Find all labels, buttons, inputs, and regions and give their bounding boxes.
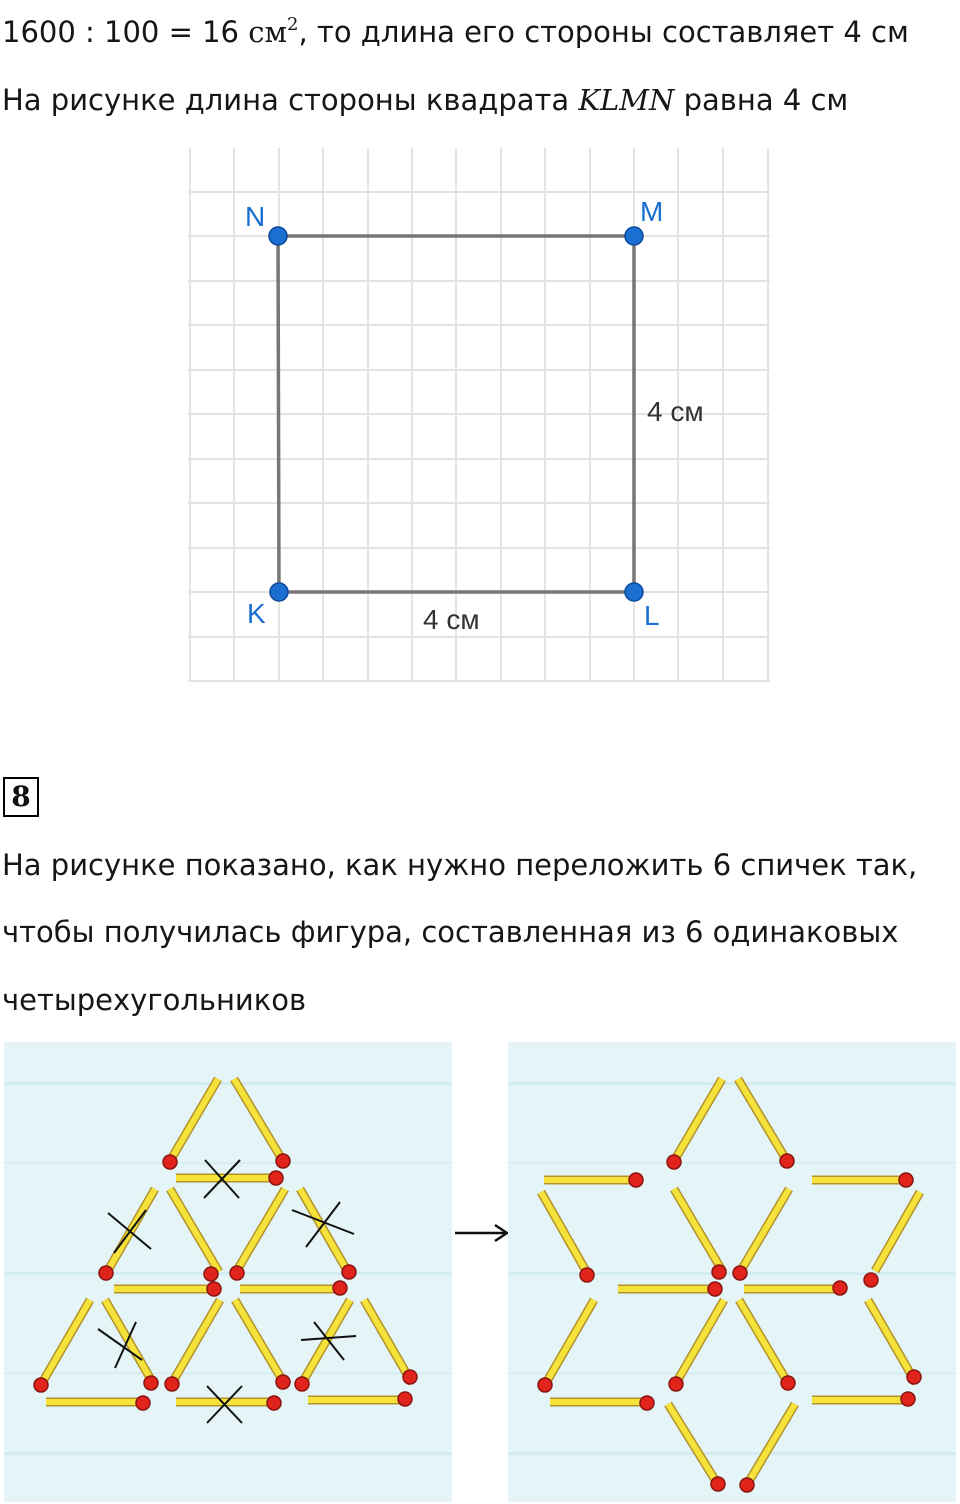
text-line-2: [2, 82, 848, 118]
vertex-label-k: K: [247, 598, 266, 629]
line1-prefix: 1600 : 100 = 16: [2, 15, 249, 49]
line2-prefix: На рисунке длина стороны квадрата: [2, 83, 579, 117]
paragraph-line-2: чтобы получилась фигура, составленная из 6 одинаковых: [2, 915, 899, 949]
matches-after-figure: [508, 1042, 956, 1502]
vertex-label-n: N: [245, 201, 266, 232]
line2-suffix: равна 4 см: [674, 83, 849, 117]
text-line-1: [2, 14, 909, 50]
paragraph-line-3: четырехугольников: [2, 983, 307, 1017]
vertex-k-point: [270, 583, 288, 601]
square-name-math: KLMN: [578, 83, 675, 117]
arrow-right-icon: [454, 1216, 510, 1250]
side-length-label-right: 4 см: [647, 396, 704, 427]
side-length-label-bottom: 4 см: [423, 604, 480, 635]
task-number-box: 8: [3, 777, 39, 817]
line1-exponent: 2: [287, 14, 299, 35]
square-grid-figure: [188, 148, 772, 686]
vertex-label-m: M: [640, 196, 664, 227]
line1-suffix: , то длина его стороны составляет 4 см: [298, 15, 909, 49]
vertex-n-point: [269, 227, 287, 245]
vertex-l-point: [625, 583, 643, 601]
vertex-m-point: [625, 227, 643, 245]
line1-unit: см: [248, 15, 288, 49]
vertex-label-l: L: [644, 600, 660, 631]
matches-before-figure: [4, 1042, 452, 1502]
paragraph-line-1: На рисунке показано, как нужно переложить 6 спичек так,: [2, 848, 918, 882]
